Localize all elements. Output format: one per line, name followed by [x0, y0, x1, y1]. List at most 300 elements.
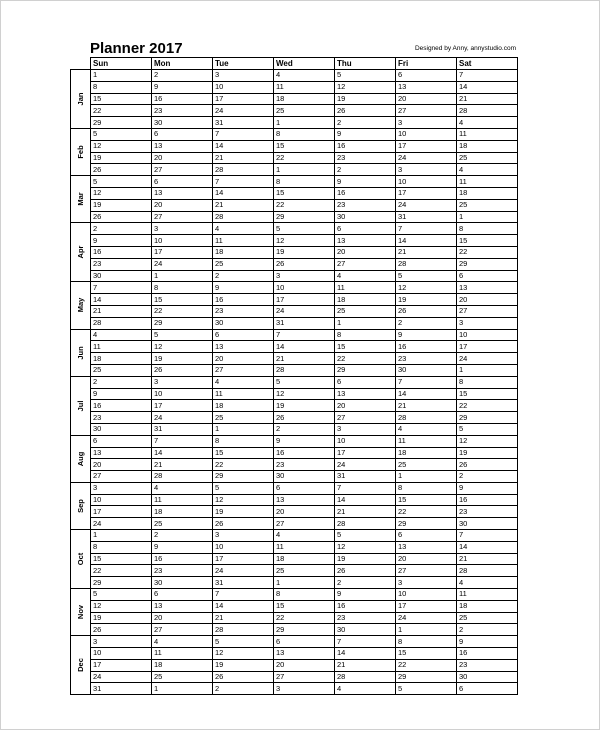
day-cell: 21 [457, 553, 518, 565]
weekday-header-row [71, 58, 518, 70]
week-row [71, 565, 518, 577]
day-cell: 6 [274, 636, 335, 648]
day-cell: 3 [91, 482, 152, 494]
weekday-header: Mon [152, 58, 213, 70]
day-cell: 31 [335, 471, 396, 483]
day-cell: 11 [457, 176, 518, 188]
week-row [71, 305, 518, 317]
day-cell: 25 [91, 364, 152, 376]
day-cell: 16 [335, 140, 396, 152]
day-cell: 21 [213, 612, 274, 624]
week-row [71, 423, 518, 435]
day-cell: 2 [335, 117, 396, 129]
day-cell: 26 [274, 258, 335, 270]
day-cell: 18 [396, 447, 457, 459]
week-row [71, 388, 518, 400]
day-cell: 1 [152, 683, 213, 695]
month-label: Aug [75, 451, 85, 467]
week-row [71, 235, 518, 247]
week-row [71, 600, 518, 612]
week-row [71, 471, 518, 483]
day-cell: 10 [335, 435, 396, 447]
week-row [71, 648, 518, 660]
day-cell: 18 [457, 187, 518, 199]
day-cell: 10 [91, 494, 152, 506]
day-cell: 8 [274, 589, 335, 601]
day-cell: 2 [152, 70, 213, 82]
day-cell: 28 [213, 211, 274, 223]
day-cell: 21 [274, 353, 335, 365]
day-cell: 19 [274, 400, 335, 412]
day-cell: 22 [457, 246, 518, 258]
day-cell: 5 [91, 128, 152, 140]
month-label: May [75, 298, 85, 313]
day-cell: 18 [213, 246, 274, 258]
week-row [71, 341, 518, 353]
day-cell: 28 [457, 565, 518, 577]
day-cell: 9 [152, 81, 213, 93]
day-cell: 12 [335, 541, 396, 553]
day-cell: 21 [396, 246, 457, 258]
day-cell: 8 [396, 636, 457, 648]
day-cell: 29 [91, 577, 152, 589]
day-cell: 25 [152, 518, 213, 530]
day-cell: 9 [152, 541, 213, 553]
day-cell: 25 [457, 199, 518, 211]
day-cell: 14 [335, 494, 396, 506]
day-cell: 4 [396, 423, 457, 435]
day-cell: 20 [274, 506, 335, 518]
day-cell: 10 [457, 329, 518, 341]
day-cell: 22 [152, 305, 213, 317]
week-row [71, 447, 518, 459]
day-cell: 12 [213, 494, 274, 506]
day-cell: 2 [274, 423, 335, 435]
day-cell: 6 [91, 435, 152, 447]
day-cell: 1 [457, 364, 518, 376]
week-row [71, 400, 518, 412]
day-cell: 29 [274, 624, 335, 636]
day-cell: 5 [213, 482, 274, 494]
week-row [71, 164, 518, 176]
day-cell: 28 [396, 412, 457, 424]
day-cell: 10 [91, 648, 152, 660]
day-cell: 20 [213, 353, 274, 365]
day-cell: 5 [274, 376, 335, 388]
day-cell: 11 [213, 235, 274, 247]
day-cell: 5 [213, 636, 274, 648]
day-cell: 25 [213, 412, 274, 424]
day-cell: 18 [91, 353, 152, 365]
day-cell: 22 [213, 459, 274, 471]
day-cell: 23 [396, 353, 457, 365]
week-row [71, 683, 518, 695]
day-cell: 16 [457, 494, 518, 506]
day-cell: 13 [213, 341, 274, 353]
day-cell: 18 [274, 553, 335, 565]
week-row [71, 211, 518, 223]
day-cell: 17 [274, 294, 335, 306]
month-label: Jan [75, 92, 85, 106]
month-label: Nov [75, 605, 85, 620]
month-label-dec [71, 636, 91, 695]
day-cell: 12 [274, 235, 335, 247]
day-cell: 11 [457, 128, 518, 140]
day-cell: 5 [91, 176, 152, 188]
day-cell: 14 [213, 600, 274, 612]
day-cell: 13 [396, 81, 457, 93]
day-cell: 22 [274, 199, 335, 211]
day-cell: 1 [274, 164, 335, 176]
day-cell: 20 [396, 553, 457, 565]
day-cell: 19 [91, 199, 152, 211]
day-cell: 2 [152, 530, 213, 542]
day-cell: 20 [274, 659, 335, 671]
week-row [71, 128, 518, 140]
day-cell: 14 [457, 541, 518, 553]
day-cell: 14 [457, 81, 518, 93]
day-cell: 7 [274, 329, 335, 341]
week-row [71, 459, 518, 471]
day-cell: 23 [457, 659, 518, 671]
day-cell: 29 [396, 518, 457, 530]
day-cell: 23 [91, 258, 152, 270]
day-cell: 3 [335, 423, 396, 435]
day-cell: 30 [457, 671, 518, 683]
day-cell: 13 [152, 187, 213, 199]
day-cell: 6 [152, 589, 213, 601]
day-cell: 30 [457, 518, 518, 530]
day-cell: 28 [274, 364, 335, 376]
day-cell: 29 [91, 117, 152, 129]
day-cell: 15 [91, 553, 152, 565]
day-cell: 26 [91, 211, 152, 223]
day-cell: 16 [91, 400, 152, 412]
day-cell: 8 [152, 282, 213, 294]
week-row [71, 671, 518, 683]
day-cell: 1 [396, 624, 457, 636]
week-row [71, 329, 518, 341]
day-cell: 1 [274, 117, 335, 129]
day-cell: 17 [335, 447, 396, 459]
day-cell: 31 [213, 577, 274, 589]
day-cell: 3 [91, 636, 152, 648]
day-cell: 13 [335, 235, 396, 247]
day-cell: 30 [152, 577, 213, 589]
day-cell: 17 [152, 400, 213, 412]
day-cell: 3 [213, 70, 274, 82]
day-cell: 31 [274, 317, 335, 329]
day-cell: 8 [274, 176, 335, 188]
week-row [71, 435, 518, 447]
day-cell: 12 [152, 341, 213, 353]
day-cell: 19 [91, 612, 152, 624]
day-cell: 24 [274, 305, 335, 317]
day-cell: 4 [457, 577, 518, 589]
day-cell: 8 [213, 435, 274, 447]
day-cell: 20 [91, 459, 152, 471]
month-label-oct [71, 530, 91, 589]
day-cell: 22 [335, 353, 396, 365]
day-cell: 4 [274, 530, 335, 542]
day-cell: 22 [274, 152, 335, 164]
month-label-mar [71, 176, 91, 223]
day-cell: 28 [91, 317, 152, 329]
month-label-may [71, 282, 91, 329]
day-cell: 17 [396, 600, 457, 612]
week-row [71, 81, 518, 93]
day-cell: 11 [457, 589, 518, 601]
week-row [71, 223, 518, 235]
week-row [71, 317, 518, 329]
day-cell: 17 [396, 187, 457, 199]
month-label-nov [71, 589, 91, 636]
day-cell: 25 [457, 612, 518, 624]
day-cell: 19 [152, 353, 213, 365]
week-row [71, 152, 518, 164]
day-cell: 20 [457, 294, 518, 306]
day-cell: 22 [396, 659, 457, 671]
day-cell: 17 [91, 659, 152, 671]
day-cell: 13 [274, 648, 335, 660]
month-label-jul [71, 376, 91, 435]
day-cell: 18 [457, 140, 518, 152]
day-cell: 26 [91, 164, 152, 176]
day-cell: 18 [213, 400, 274, 412]
day-cell: 4 [457, 164, 518, 176]
day-cell: 7 [457, 70, 518, 82]
day-cell: 2 [335, 164, 396, 176]
day-cell: 24 [91, 671, 152, 683]
day-cell: 20 [396, 93, 457, 105]
day-cell: 12 [335, 81, 396, 93]
weekday-header: Sun [91, 58, 152, 70]
day-cell: 24 [396, 199, 457, 211]
day-cell: 8 [335, 329, 396, 341]
day-cell: 22 [274, 612, 335, 624]
day-cell: 29 [457, 258, 518, 270]
day-cell: 24 [152, 258, 213, 270]
day-cell: 31 [91, 683, 152, 695]
day-cell: 25 [396, 459, 457, 471]
week-row [71, 624, 518, 636]
day-cell: 3 [396, 577, 457, 589]
day-cell: 6 [396, 70, 457, 82]
planner-calendar-table [70, 57, 518, 695]
day-cell: 10 [396, 128, 457, 140]
week-row [71, 494, 518, 506]
week-row [71, 612, 518, 624]
week-row [71, 636, 518, 648]
day-cell: 11 [152, 648, 213, 660]
day-cell: 24 [213, 565, 274, 577]
week-row [71, 199, 518, 211]
day-cell: 9 [91, 235, 152, 247]
week-row [71, 117, 518, 129]
day-cell: 24 [335, 459, 396, 471]
day-cell: 12 [396, 282, 457, 294]
day-cell: 21 [213, 199, 274, 211]
day-cell: 18 [457, 600, 518, 612]
day-cell: 4 [152, 482, 213, 494]
day-cell: 2 [91, 376, 152, 388]
day-cell: 29 [213, 471, 274, 483]
day-cell: 1 [91, 530, 152, 542]
day-cell: 1 [335, 317, 396, 329]
day-cell: 2 [457, 624, 518, 636]
day-cell: 30 [335, 624, 396, 636]
day-cell: 31 [152, 423, 213, 435]
day-cell: 1 [457, 211, 518, 223]
day-cell: 7 [213, 176, 274, 188]
week-row [71, 140, 518, 152]
day-cell: 23 [274, 459, 335, 471]
week-row [71, 518, 518, 530]
day-cell: 25 [274, 565, 335, 577]
week-row [71, 376, 518, 388]
day-cell: 2 [335, 577, 396, 589]
day-cell: 13 [274, 494, 335, 506]
month-label-jan [71, 70, 91, 129]
day-cell: 17 [213, 93, 274, 105]
weekday-header: Fri [396, 58, 457, 70]
day-cell: 15 [274, 187, 335, 199]
day-cell: 14 [396, 388, 457, 400]
day-cell: 14 [335, 648, 396, 660]
day-cell: 18 [335, 294, 396, 306]
month-label: Feb [75, 145, 85, 159]
month-label-jun [71, 329, 91, 376]
day-cell: 8 [457, 223, 518, 235]
day-cell: 8 [457, 376, 518, 388]
day-cell: 24 [213, 105, 274, 117]
day-cell: 28 [213, 624, 274, 636]
day-cell: 12 [91, 187, 152, 199]
day-cell: 21 [152, 459, 213, 471]
day-cell: 10 [152, 235, 213, 247]
day-cell: 19 [335, 93, 396, 105]
day-cell: 28 [457, 105, 518, 117]
day-cell: 19 [396, 294, 457, 306]
day-cell: 5 [396, 270, 457, 282]
day-cell: 13 [152, 600, 213, 612]
week-row [71, 258, 518, 270]
day-cell: 23 [335, 199, 396, 211]
day-cell: 4 [457, 117, 518, 129]
day-cell: 21 [91, 305, 152, 317]
day-cell: 4 [335, 270, 396, 282]
day-cell: 9 [213, 282, 274, 294]
day-cell: 30 [274, 471, 335, 483]
day-cell: 4 [213, 376, 274, 388]
day-cell: 16 [396, 341, 457, 353]
day-cell: 10 [213, 541, 274, 553]
day-cell: 3 [152, 376, 213, 388]
day-cell: 1 [274, 577, 335, 589]
day-cell: 23 [152, 565, 213, 577]
day-cell: 27 [274, 671, 335, 683]
day-cell: 28 [396, 258, 457, 270]
day-cell: 7 [457, 530, 518, 542]
week-row [71, 659, 518, 671]
day-cell: 19 [213, 659, 274, 671]
day-cell: 9 [396, 329, 457, 341]
day-cell: 23 [213, 305, 274, 317]
day-cell: 19 [213, 506, 274, 518]
day-cell: 8 [91, 541, 152, 553]
day-cell: 12 [91, 140, 152, 152]
day-cell: 1 [213, 423, 274, 435]
day-cell: 3 [457, 317, 518, 329]
day-cell: 2 [91, 223, 152, 235]
day-cell: 17 [213, 553, 274, 565]
day-cell: 15 [213, 447, 274, 459]
day-cell: 18 [152, 506, 213, 518]
designer-credit: Designed by Anny, annystudio.com [414, 45, 516, 52]
day-cell: 6 [396, 530, 457, 542]
day-cell: 29 [396, 671, 457, 683]
weekday-header: Tue [213, 58, 274, 70]
day-cell: 15 [457, 235, 518, 247]
day-cell: 26 [152, 364, 213, 376]
day-cell: 8 [396, 482, 457, 494]
day-cell: 31 [213, 117, 274, 129]
day-cell: 6 [335, 223, 396, 235]
day-cell: 24 [457, 353, 518, 365]
week-row [71, 553, 518, 565]
day-cell: 26 [274, 412, 335, 424]
day-cell: 7 [335, 482, 396, 494]
day-cell: 9 [457, 636, 518, 648]
day-cell: 23 [152, 105, 213, 117]
day-cell: 27 [213, 364, 274, 376]
day-cell: 22 [91, 105, 152, 117]
day-cell: 16 [335, 600, 396, 612]
day-cell: 4 [274, 70, 335, 82]
day-cell: 23 [335, 612, 396, 624]
day-cell: 22 [396, 506, 457, 518]
day-cell: 1 [152, 270, 213, 282]
day-cell: 13 [335, 388, 396, 400]
day-cell: 6 [457, 270, 518, 282]
day-cell: 29 [457, 412, 518, 424]
day-cell: 30 [91, 423, 152, 435]
week-row [71, 482, 518, 494]
month-label-aug [71, 435, 91, 482]
day-cell: 25 [213, 258, 274, 270]
day-cell: 9 [274, 435, 335, 447]
week-row [71, 294, 518, 306]
day-cell: 5 [335, 530, 396, 542]
page-title: Planner 2017 [90, 40, 183, 57]
day-cell: 2 [213, 270, 274, 282]
day-cell: 31 [396, 211, 457, 223]
day-cell: 26 [213, 671, 274, 683]
day-cell: 13 [91, 447, 152, 459]
week-row [71, 577, 518, 589]
day-cell: 26 [335, 565, 396, 577]
day-cell: 29 [152, 317, 213, 329]
week-row [71, 506, 518, 518]
day-cell: 12 [457, 435, 518, 447]
day-cell: 29 [335, 364, 396, 376]
day-cell: 2 [396, 317, 457, 329]
week-row [71, 541, 518, 553]
month-label-apr [71, 223, 91, 282]
day-cell: 7 [91, 282, 152, 294]
day-cell: 5 [274, 223, 335, 235]
day-cell: 27 [457, 305, 518, 317]
